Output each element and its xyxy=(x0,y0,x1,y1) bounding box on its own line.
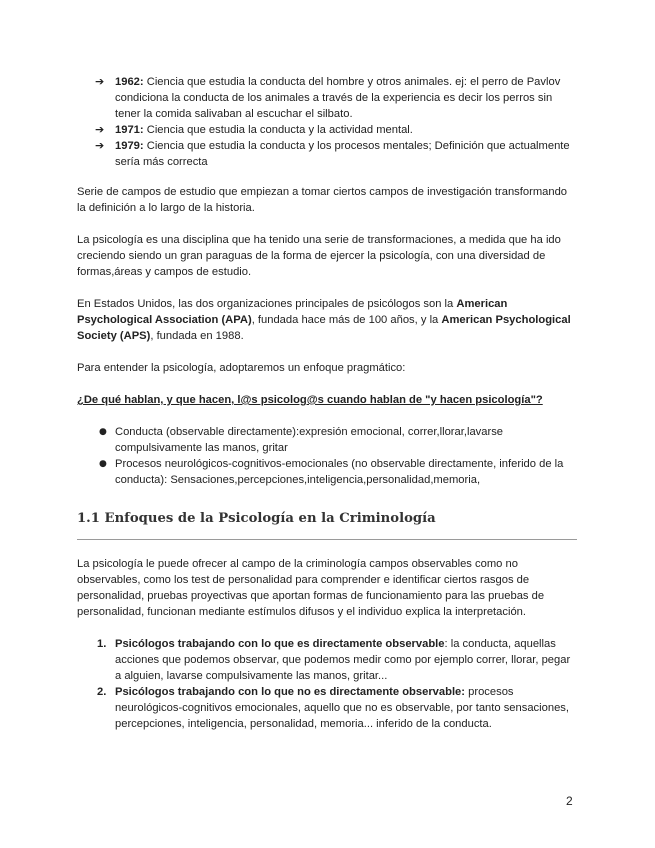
list-item-bold: Psicólogos trabajando con lo que es directamente observable xyxy=(115,638,445,650)
organization-name: American Psychological Association (APA) xyxy=(77,298,508,326)
paragraph: Serie de campos de estudio que empiezan a tomar ciertos campos de investigación transformando la definición a lo largo de la historia. xyxy=(77,186,568,214)
page-number: 2 xyxy=(566,794,573,808)
timeline-year: 1962: xyxy=(115,76,144,88)
timeline-item xyxy=(77,122,577,138)
section-divider xyxy=(77,539,577,540)
paragraph: La psicología le puede ofrecer al campo de la criminología campos observables como no observables, como los test de personalidad para comprender e identificar ciertos rasgos de personalidad, pruebas proyectivas que aportan formas de funcionamiento para las pruebas de personalidad, funcionan mediante estímulos difusos y el individuo explica la interpretación. xyxy=(77,558,545,618)
arrow-right-icon: ➔ xyxy=(95,139,105,152)
numbered-list xyxy=(77,636,577,732)
bullet-icon: ● xyxy=(99,459,107,469)
timeline-text: Ciencia que estudia la conducta y la actividad mental. xyxy=(143,124,413,136)
list-item xyxy=(77,636,577,684)
organization-name: American Psychological Society (APS) xyxy=(77,314,571,342)
list-number: 2. xyxy=(97,686,107,698)
list-item-text: Procesos neurológicos-cognitivos-emocionales (no observable directamente, inferido de la conducta): Sensaciones,percepciones,inteligencia,personalidad,memoria, xyxy=(115,458,564,486)
section-heading: 1.1 Enfoques de la Psicología en la Criminología xyxy=(77,511,436,526)
timeline-item xyxy=(77,74,577,122)
page-content xyxy=(77,74,577,732)
list-item-text: procesos neurológicos-cognitivos emocionales, aquello que no es observable, por tanto sensaciones, percepciones, inteligencia, personalidad, memoria... inferido de la conducta. xyxy=(115,686,570,730)
paragraph: La psicología es una disciplina que ha tenido una serie de transformaciones, a medida que ha ido creciendo siendo un gran paraguas de la forma de ejercer la psicología, con una diversidad de formas,áreas y campos de estudio. xyxy=(77,234,561,278)
list-number: 1. xyxy=(97,638,107,650)
list-item xyxy=(77,424,577,456)
timeline-list xyxy=(77,74,577,170)
paragraph-text: , fundada en 1988. xyxy=(150,330,244,342)
timeline-text: Ciencia que estudia la conducta y los procesos mentales; Definición que actualmente sería más correcta xyxy=(115,140,570,168)
arrow-right-icon: ➔ xyxy=(95,75,105,88)
question-heading: ¿De qué hablan, y que hacen, l@s psicolog@s cuando hablan de "y hacen psicología"? xyxy=(77,394,543,406)
list-item-text: Conducta (observable directamente):expresión emocional, correr,llorar,lavarse compulsivamente las manos, gritar xyxy=(115,426,504,454)
list-item-bold: Psicólogos trabajando con lo que no es directamente observable: xyxy=(115,686,466,698)
timeline-year: 1971: xyxy=(115,124,144,136)
list-item xyxy=(77,684,577,732)
list-item-text: : la conducta, aquellas acciones que podemos observar, que podemos medir como por ejemplo correr, llorar, pegar a alguien, lavarse compulsivamente las manos, gritar... xyxy=(115,638,571,682)
arrow-right-icon: ➔ xyxy=(95,123,105,136)
timeline-year: 1979: xyxy=(115,140,144,152)
paragraph-text: En Estados Unidos, las dos organizaciones principales de psicólogos son la xyxy=(77,298,457,310)
paragraph-text: , fundada hace más de 100 años, y la xyxy=(251,314,442,326)
list-item xyxy=(77,456,577,488)
bullet-list xyxy=(77,424,577,488)
timeline-item xyxy=(77,138,577,170)
timeline-text: Ciencia que estudia la conducta del hombre y otros animales. ej: el perro de Pavlov condiciona la conducta de los animales a través de la experiencia es decir los perros sin tener la comida salivaban al escuchar el silbato. xyxy=(115,76,561,120)
bullet-icon: ● xyxy=(99,427,107,437)
paragraph: Para entender la psicología, adoptaremos un enfoque pragmático: xyxy=(77,362,406,374)
paragraph xyxy=(77,296,577,344)
